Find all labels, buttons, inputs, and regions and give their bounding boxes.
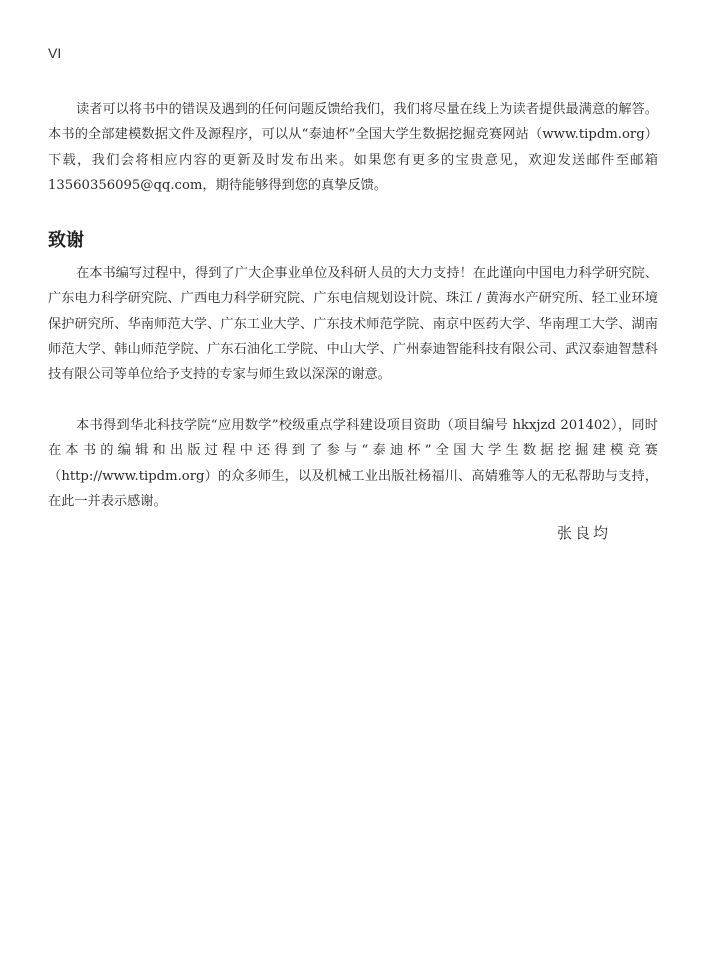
acknowledgements-paragraph-1: 在本书编写过程中，得到了广大企事业单位及科研人员的大力支持！在此谨向中国电力科学研究院、广东电力科学研究院、广西电力科学研究院、广东电信规划设计院、珠江 / 黄海水产研究所、轻工业环境保护研究所、华南师范大学、广东工业大学、广东技术师范学院、南京中医药大学、华南理工大学、湖南师范大学、韩山师范学院、广东石油化工学院、中山大学、广州泰迪智能科技有限公司、武汉泰迪智慧科技有限公司等单位给予支持的专家与师生致以深深的谢意。 [48, 266, 658, 383]
preface-feedback-paragraph: 读者可以将书中的错误及遇到的任何问题反馈给我们，我们将尽量在线上为读者提供最满意的解答。本书的全部建模数据文件及源程序，可以从“泰迪杯”全国大学生数据挖掘竞赛网站（www.tipdm.org）下载，我们会将相应内容的更新及时发布出来。如果您有更多的宝贵意见，欢迎发送邮件至邮箱 13560356095@qq.com，期待能够得到您的真挚反馈。 [48, 102, 658, 193]
acknowledgements-heading: 致谢 [48, 230, 84, 251]
page-number: VI [48, 45, 62, 61]
acknowledgements-paragraph-2: 本书得到华北科技学院“应用数学”校级重点学科建设项目资助（项目编号 hkxjzd 201402），同时在本书的编辑和出版过程中还得到了参与“泰迪杯”全国大学生数据挖掘建模竞赛（http://www.tipdm.org）的众多师生，以及机械工业出版社杨福川、高婧雅等人的无私帮助与支持，在此一并表示感谢。 [48, 418, 658, 509]
author-signature: 张良均 [557, 524, 612, 542]
